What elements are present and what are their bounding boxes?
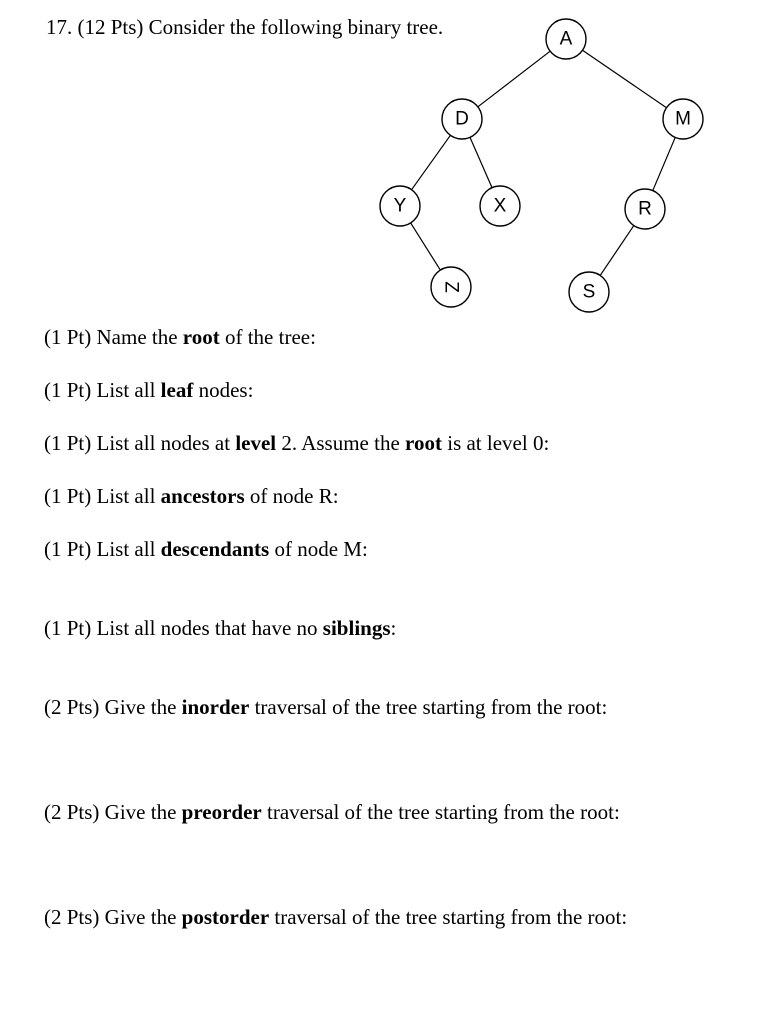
part-leaf-pts: (1 Pt) List all: [44, 378, 161, 402]
tree-node-a: [546, 19, 586, 59]
tree-node-label: Y: [393, 195, 407, 217]
part-root: [44, 325, 316, 350]
part-leaf: [44, 378, 253, 403]
part-ancestors-rest: of node R:: [244, 484, 339, 508]
tree-node-m: [663, 99, 703, 139]
part-preorder-rest: traversal of the tree starting from the root:: [261, 800, 620, 824]
part-descendants-pts: (1 Pt) List all: [44, 537, 161, 561]
part-inorder-rest: traversal of the tree starting from the root:: [249, 695, 608, 719]
part-ancestors: [44, 484, 339, 509]
part-preorder: [44, 800, 620, 825]
part-root-rest: of the tree:: [219, 325, 316, 349]
tree-edge-r-s: [600, 226, 634, 276]
tree-node-x: [480, 186, 520, 226]
part-postorder-rest: traversal of the tree starting from the root:: [269, 905, 628, 929]
part-preorder-pts: (2 Pts) Give the: [44, 800, 182, 824]
part-siblings: [44, 616, 396, 641]
tree-node-label: R: [638, 198, 652, 220]
tree-node-d: [442, 99, 482, 139]
tree-node-label: Z: [440, 281, 462, 293]
tree-edge-d-y: [412, 135, 451, 189]
binary-tree-diagram: [0, 0, 779, 330]
tree-node-y: [380, 186, 420, 226]
part-level-bold2: root: [405, 431, 442, 455]
tree-node-label: X: [493, 195, 507, 217]
part-ancestors-pts: (1 Pt) List all: [44, 484, 161, 508]
part-ancestors-bold: ancestors: [160, 484, 245, 508]
tree-node-label: A: [559, 28, 573, 50]
tree-node-z: [431, 267, 471, 307]
tree-edge-a-d: [478, 51, 550, 107]
part-level-pts: (1 Pt) List all nodes at: [44, 431, 236, 455]
tree-edge-a-m: [583, 50, 667, 107]
part-level-bold: level: [235, 431, 277, 455]
part-level-rest2: is at level 0:: [441, 431, 550, 455]
part-leaf-rest: nodes:: [193, 378, 254, 402]
part-postorder-bold: postorder: [181, 905, 270, 929]
part-level: [44, 431, 549, 456]
part-siblings-rest: :: [390, 616, 397, 640]
part-descendants-rest: of node M:: [269, 537, 368, 561]
part-descendants: [44, 537, 368, 562]
tree-node-label: S: [582, 281, 596, 303]
tree-node-label: M: [675, 108, 691, 130]
part-leaf-bold: leaf: [160, 378, 194, 402]
part-descendants-bold: descendants: [160, 537, 270, 561]
question-title: 17. (12 Pts) Consider the following binary tree.: [46, 15, 444, 39]
part-siblings-bold: siblings: [322, 616, 391, 640]
part-postorder: [44, 905, 627, 930]
part-root-bold: root: [182, 325, 220, 349]
part-preorder-bold: preorder: [181, 800, 262, 824]
part-postorder-pts: (2 Pts) Give the: [44, 905, 182, 929]
tree-edge-y-z: [411, 223, 441, 270]
tree-node-label: D: [455, 108, 469, 130]
tree-edge-d-x: [470, 137, 492, 187]
part-inorder-bold: inorder: [181, 695, 250, 719]
tree-node-r: [625, 189, 665, 229]
part-inorder-pts: (2 Pts) Give the: [44, 695, 182, 719]
part-siblings-pts: (1 Pt) List all nodes that have no: [44, 616, 323, 640]
tree-edge-m-r: [653, 137, 675, 190]
part-inorder: [44, 695, 607, 720]
part-level-rest: 2. Assume the: [276, 431, 406, 455]
tree-node-s: [569, 272, 609, 312]
part-root-pts: (1 Pt) Name the: [44, 325, 183, 349]
